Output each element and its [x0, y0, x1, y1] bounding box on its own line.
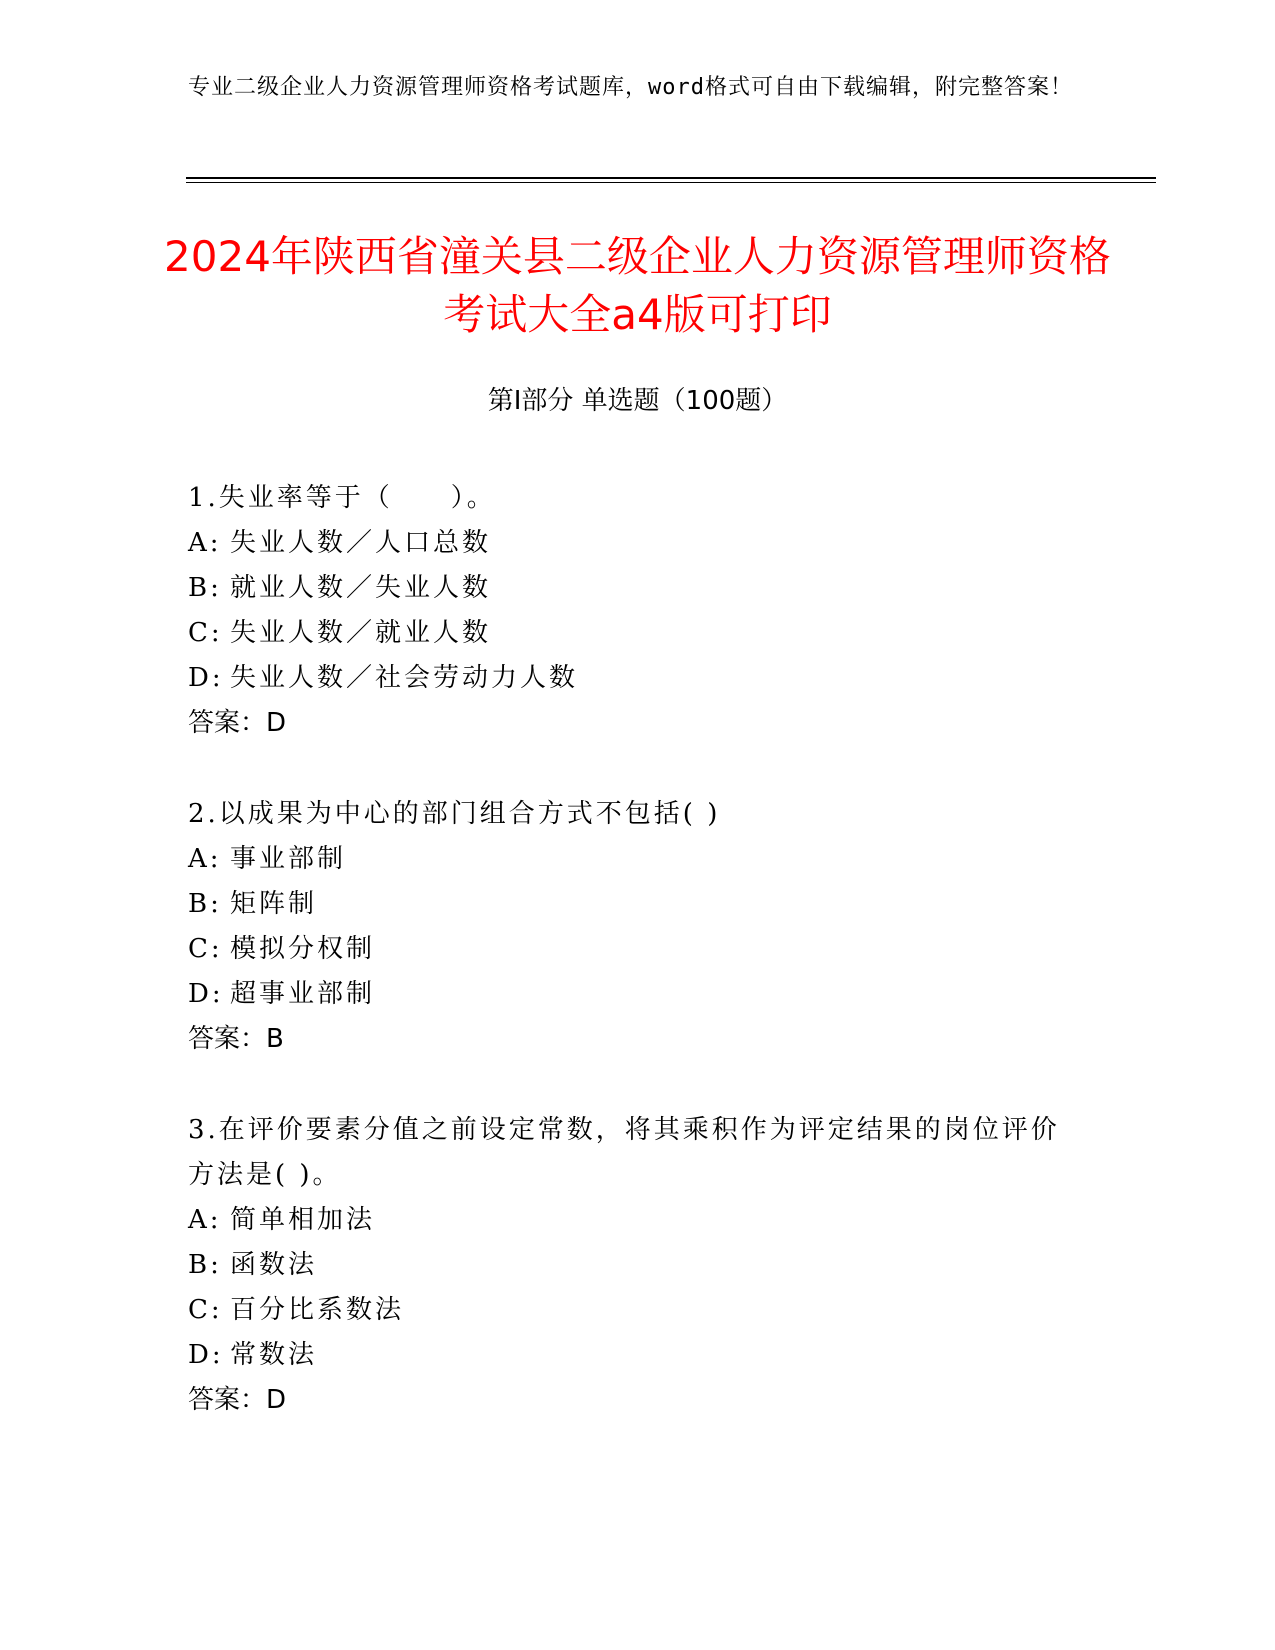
option-letter: B:: [188, 889, 222, 919]
option-text: 事业部制: [230, 844, 347, 874]
option-letter: A:: [188, 844, 222, 874]
option-text: 百分比系数法: [230, 1295, 405, 1325]
option-letter: D:: [188, 663, 224, 693]
option-b: [188, 1243, 1068, 1288]
option-b: [188, 882, 1068, 927]
option-text: 失业人数／社会劳动力人数: [230, 663, 579, 693]
option-letter: B:: [188, 573, 222, 603]
option-c: [188, 927, 1068, 972]
question-stem: 3.在评价要素分值之前设定常数，将其乘积作为评定结果的岗位评价方法是( )。: [188, 1115, 1060, 1190]
option-text: 矩阵制: [230, 889, 318, 919]
option-d: [188, 656, 1068, 701]
answer-line: 答案：B: [188, 1024, 284, 1054]
option-letter: A:: [188, 528, 222, 558]
question-1: [188, 476, 1068, 746]
question-stem: 2.以成果为中心的部门组合方式不包括( ): [188, 799, 721, 829]
option-text: 函数法: [230, 1250, 318, 1280]
option-letter: C:: [188, 1295, 223, 1325]
answer-line: 答案：D: [188, 1385, 287, 1415]
option-letter: C:: [188, 618, 223, 648]
question-2: [188, 792, 1068, 1062]
section-heading: 第Ⅰ部分 单选题（100题）: [487, 386, 788, 416]
option-text: 常数法: [230, 1340, 318, 1370]
option-b: [188, 566, 1068, 611]
option-letter: C:: [188, 934, 223, 964]
option-c: [188, 1288, 1068, 1333]
header-divider-thin: [186, 182, 1156, 183]
option-a: [188, 1198, 1068, 1243]
document-title: 2024年陕西省潼关县二级企业人力资源管理师资格考试大全a4版可打印: [164, 232, 1111, 339]
option-letter: A:: [188, 1205, 222, 1235]
option-letter: B:: [188, 1250, 222, 1280]
question-stem: 1.失业率等于（ ）。: [188, 483, 496, 513]
option-text: 失业人数／人口总数: [230, 528, 492, 558]
header-divider-thick: [186, 177, 1156, 179]
option-text: 失业人数／就业人数: [230, 618, 492, 648]
question-3: [188, 1108, 1068, 1423]
header-note: 专业二级企业人力资源管理师资格考试题库，word格式可自由下载编辑，附完整答案！: [188, 75, 1073, 100]
option-letter: D:: [188, 979, 224, 1009]
option-text: 超事业部制: [230, 979, 376, 1009]
option-letter: D:: [188, 1340, 224, 1370]
option-a: [188, 521, 1068, 566]
option-text: 模拟分权制: [230, 934, 376, 964]
option-d: [188, 1333, 1068, 1378]
option-c: [188, 611, 1068, 656]
answer-line: 答案：D: [188, 708, 287, 738]
option-a: [188, 837, 1068, 882]
question-list: [188, 476, 1068, 1469]
option-text: 就业人数／失业人数: [230, 573, 492, 603]
option-d: [188, 972, 1068, 1017]
option-text: 简单相加法: [230, 1205, 376, 1235]
